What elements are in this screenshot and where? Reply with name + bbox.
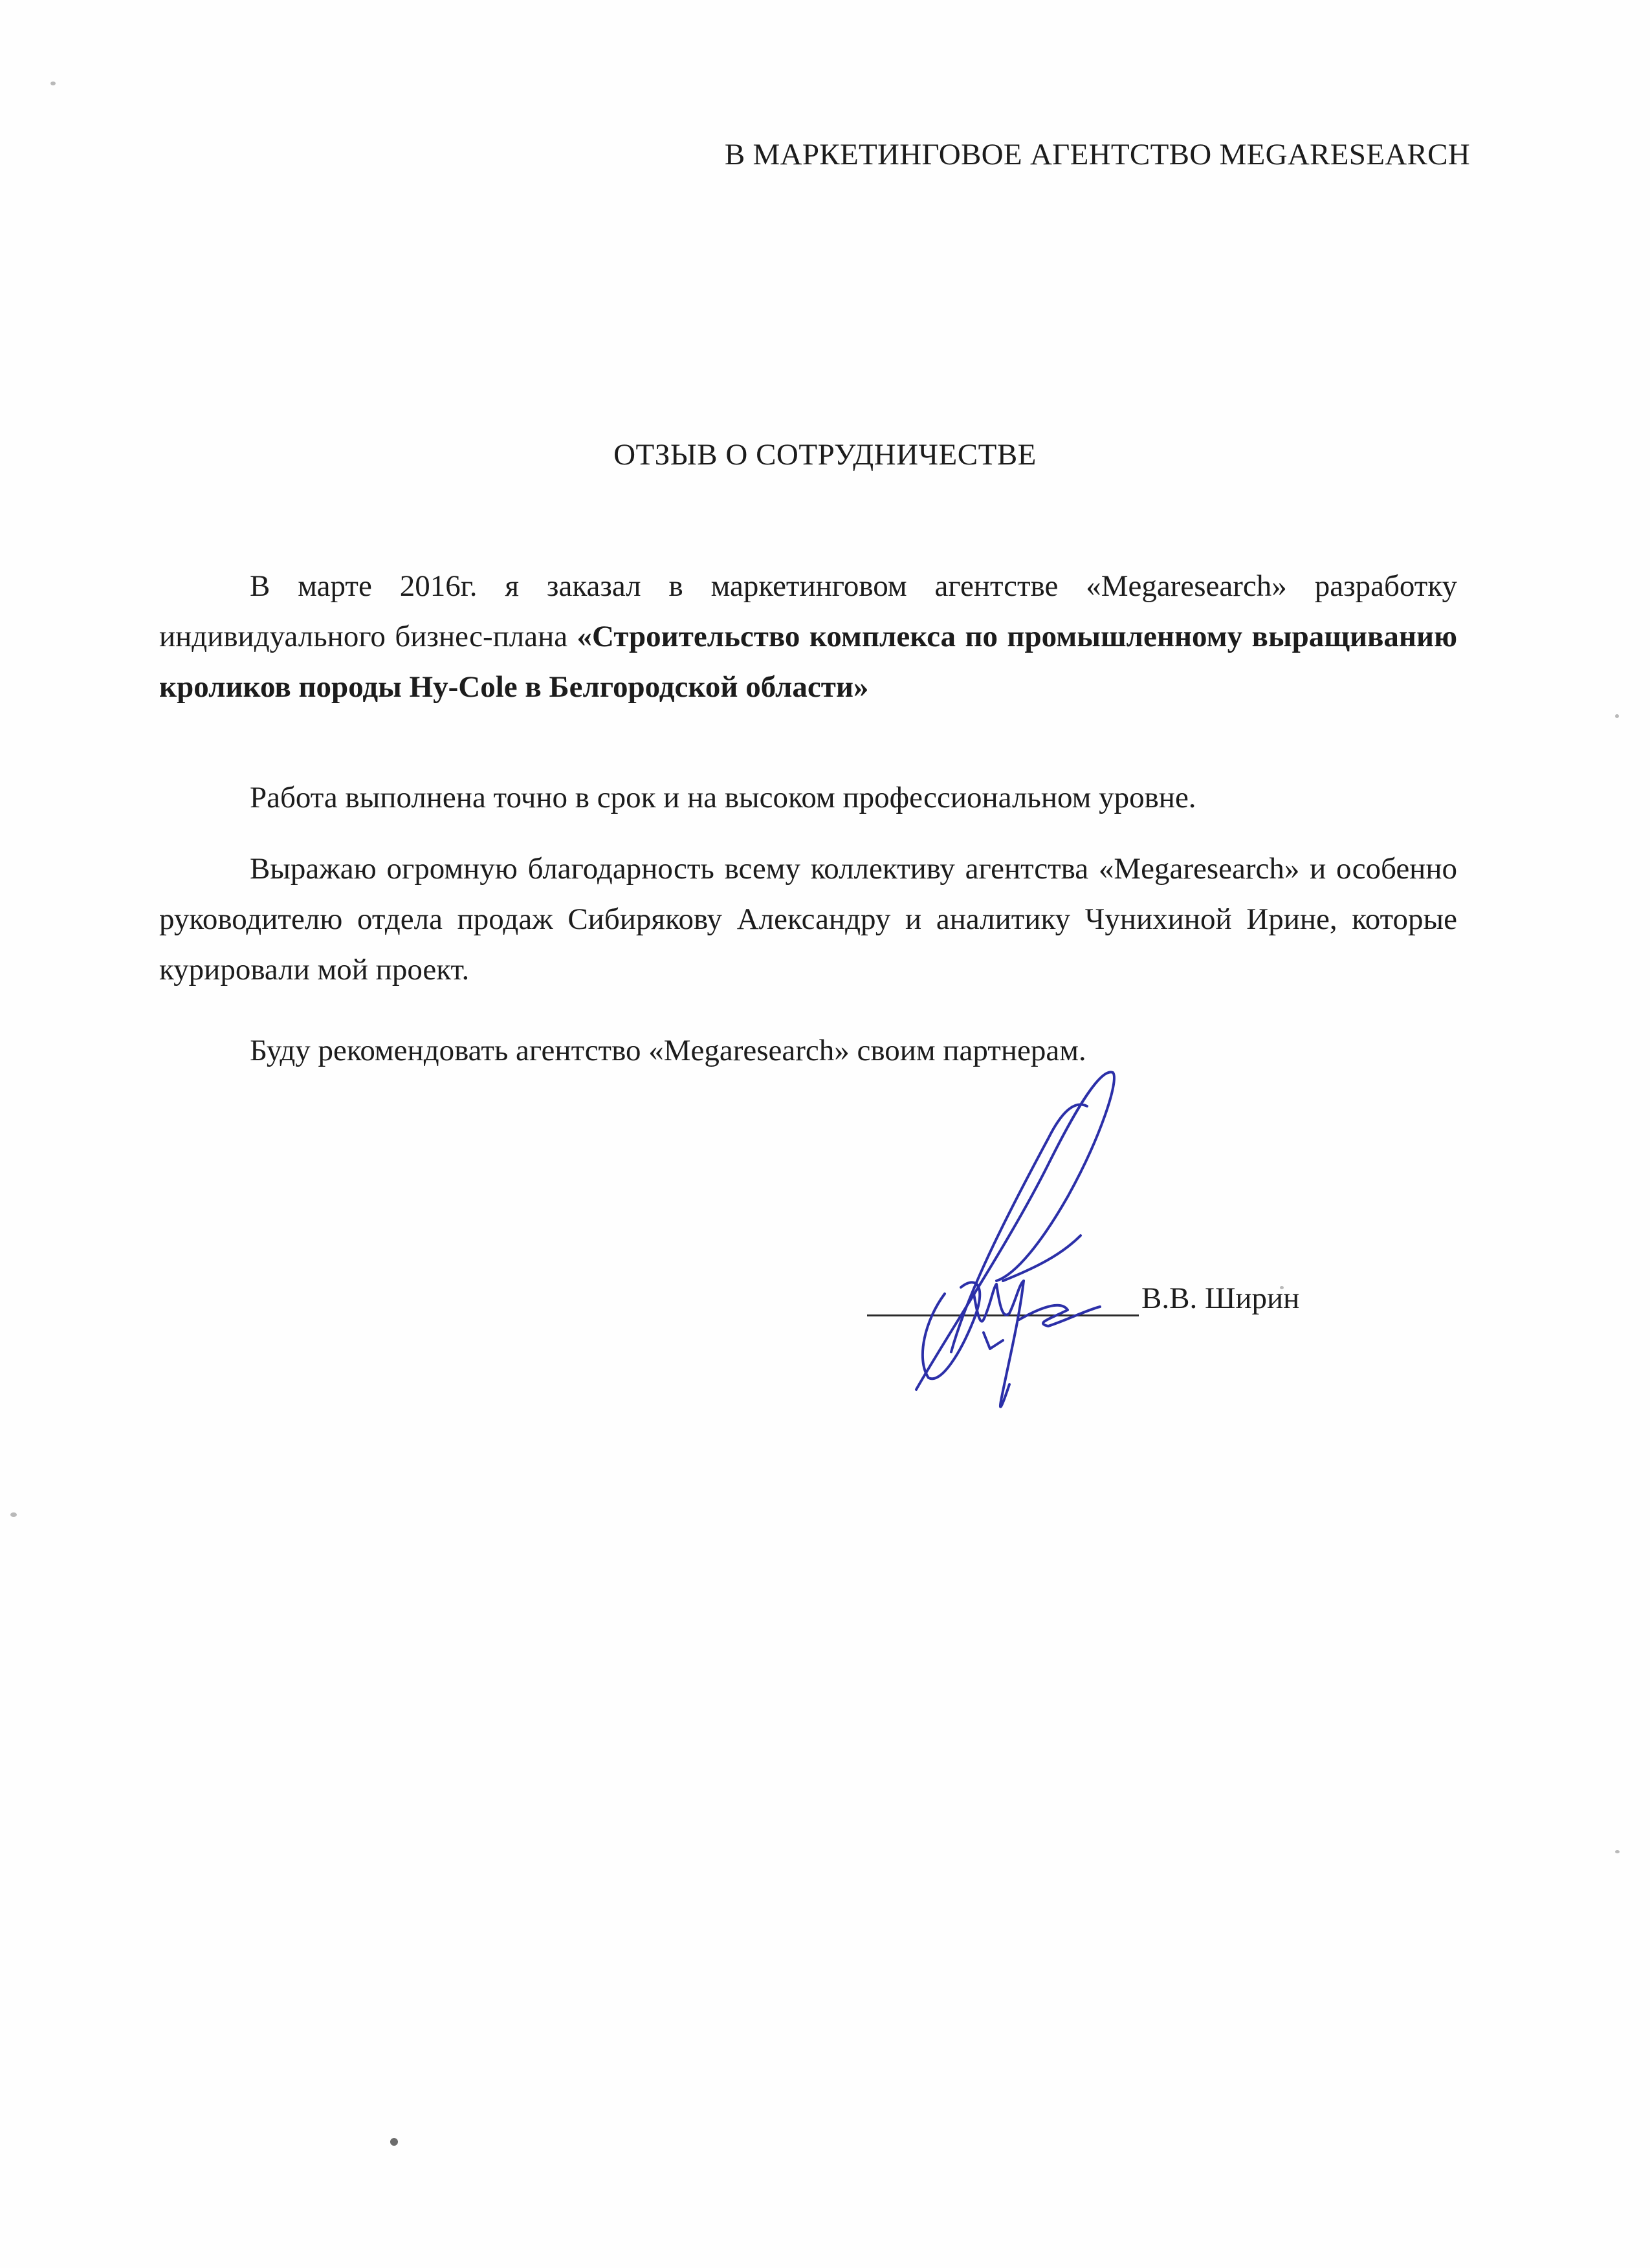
paragraph-order-text: В марте 2016г. я заказал в маркетинговом агентстве «Megaresearch» разработку индивидуального бизнес-плана: [159, 569, 1457, 653]
handwritten-signature: [854, 1061, 1255, 1449]
signature-block: [854, 1061, 1501, 1462]
paragraph-quality-text: Работа выполнена точно в срок и на высоком профессиональном уровне.: [250, 781, 1196, 814]
paragraph-quality: [159, 772, 1457, 823]
document-title: ОТЗЫВ О СОТРУДНИЧЕСТВЕ: [613, 438, 1037, 472]
paragraph-recommendation-text: Буду рекомендовать агентство «Megaresearch» своим партнерам.: [250, 1034, 1086, 1067]
scan-speck: [1615, 1850, 1620, 1853]
paragraph-gratitude-text: Выражаю огромную благодарность всему коллективу агентства «Megaresearch» и особенно руководителю отдела продаж Сибирякову Александру и аналитику Чунихиной Ирине, которые курировали мой проект.: [159, 852, 1457, 987]
scan-speck: [50, 82, 56, 85]
paragraph-order: [159, 561, 1457, 712]
scan-speck: [390, 2138, 398, 2146]
recipient-line: В МАРКЕТИНГОВОЕ АГЕНТСТВО MEGARESEARCH: [724, 138, 1470, 171]
paragraph-gratitude: [159, 844, 1457, 995]
project-title: «Строительство комплекса по промышленному выращиванию кроликов породы Hy-Cole в Белгородской области»: [159, 620, 1457, 704]
scan-speck: [1615, 714, 1619, 718]
signer-name: В.В. Ширин: [1141, 1281, 1300, 1315]
scan-speck: [10, 1512, 17, 1517]
